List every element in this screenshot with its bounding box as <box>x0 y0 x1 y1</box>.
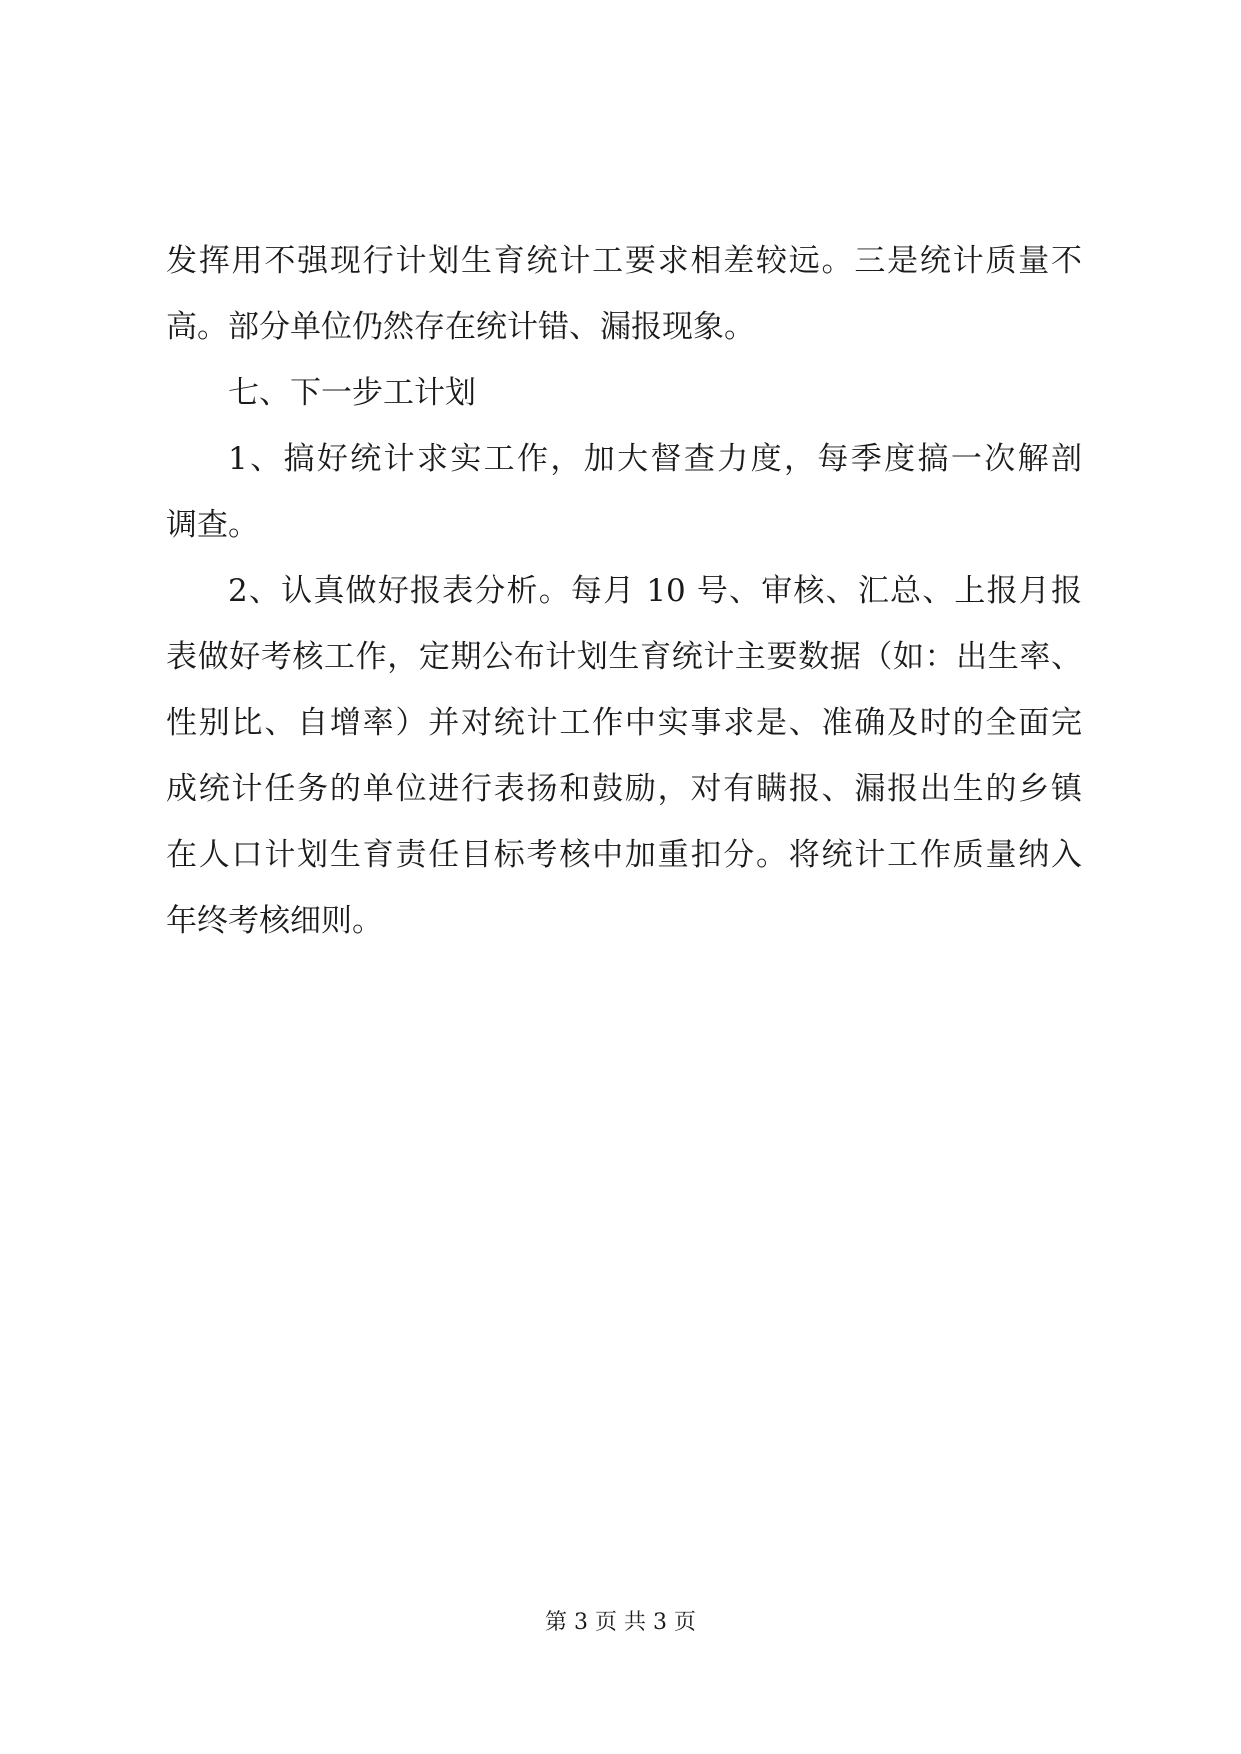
page-number: 第 3 页 共 3 页 <box>545 1610 696 1635</box>
paragraph-line: 表做好考核工作，定期公布计划生育统计主要数据（如：出生率、 <box>166 639 1082 675</box>
section-heading: 七、下一步工计划 <box>228 375 476 411</box>
paragraph-line: 发挥用不强现行计划生育统计工要求相差较远。三是统计质量不 <box>166 243 1082 279</box>
paragraph-line: 年终考核细则。 <box>166 903 383 939</box>
paragraph-line: 性别比、自增率）并对统计工作中实事求是、准确及时的全面完 <box>166 705 1082 741</box>
paragraph-line: 在人口计划生育责任目标考核中加重扣分。将统计工作质量纳入 <box>166 837 1082 873</box>
document-body <box>166 228 1082 954</box>
paragraph-line: 2、认真做好报表分析。每月 10 号、审核、汇总、上报月报 <box>228 573 1082 609</box>
paragraph-line: 高。部分单位仍然存在统计错、漏报现象。 <box>166 309 755 345</box>
paragraph-line: 调查。 <box>166 507 259 543</box>
paragraph-line: 成统计任务的单位进行表扬和鼓励，对有瞒报、漏报出生的乡镇 <box>166 771 1082 807</box>
paragraph-line: 1、搞好统计求实工作，加大督查力度，每季度搞一次解剖 <box>228 441 1082 477</box>
